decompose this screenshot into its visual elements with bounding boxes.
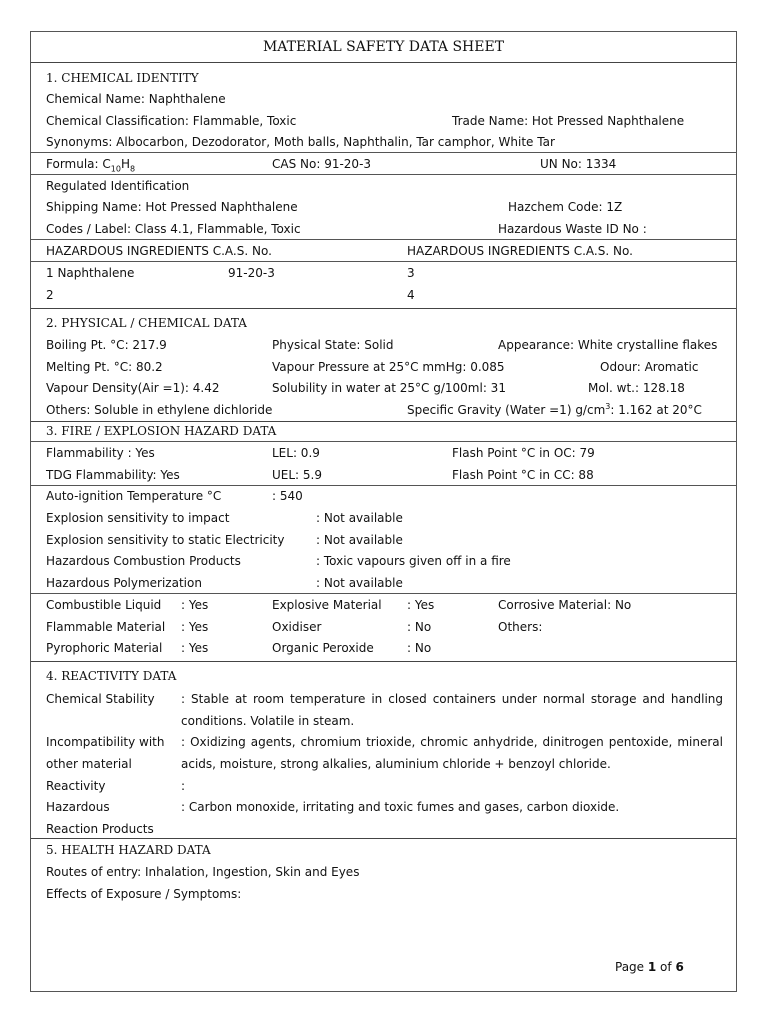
vapour-pressure: Vapour Pressure at 25°C mmHg: 0.085 — [272, 360, 505, 374]
divider — [31, 485, 736, 486]
hazardous-waste-id: Hazardous Waste ID No : — [498, 222, 647, 236]
divider — [31, 239, 736, 240]
pyrophoric-material-label: Pyrophoric Material — [46, 641, 163, 655]
chemical-stability-label: Chemical Stability — [46, 692, 155, 706]
section-divider — [31, 421, 736, 422]
incompatibility-line-2: acids, moisture, strong alkalies, aluminium chloride + benzoyl chloride. — [181, 757, 611, 771]
flash-point-cc: Flash Point °C in CC: 88 — [452, 468, 594, 482]
impact-sensitivity-label: Explosion sensitivity to impact — [46, 511, 230, 525]
uel: UEL: 5.9 — [272, 468, 322, 482]
formula-subscript: 10 — [110, 164, 121, 174]
oxidiser-label: Oxidiser — [272, 620, 322, 634]
effects-of-exposure: Effects of Exposure / Symptoms: — [46, 887, 242, 901]
ingredient-2: 2 — [46, 288, 54, 302]
auto-ignition-label: Auto-ignition Temperature °C — [46, 489, 222, 503]
page-word: Page — [615, 960, 648, 974]
ingredients-header-left: HAZARDOUS INGREDIENTS C.A.S. No. — [46, 244, 272, 258]
combustion-products-label: Hazardous Combustion Products — [46, 554, 241, 568]
static-sensitivity-value: : Not available — [316, 533, 403, 547]
incompatibility-label-1: Incompatibility with — [46, 735, 165, 749]
divider — [31, 261, 736, 262]
section-1-heading: 1. CHEMICAL IDENTITY — [46, 71, 199, 85]
others-solubility: Others: Soluble in ethylene dichloride — [46, 403, 273, 417]
routes-of-entry: Routes of entry: Inhalation, Ingestion, Skin and Eyes — [46, 865, 360, 879]
oxidiser-value: : No — [407, 620, 432, 634]
reactivity-label: Reactivity — [46, 779, 106, 793]
ingredient-1-cas: 91-20-3 — [228, 266, 275, 280]
appearance: Appearance: White crystalline flakes — [498, 338, 718, 352]
organic-peroxide-value: : No — [407, 641, 432, 655]
total-pages: 6 — [675, 960, 684, 974]
flammable-material-label: Flammable Material — [46, 620, 166, 634]
specific-gravity-value: : 1.162 at 20°C — [610, 403, 702, 417]
incompatibility-label-2: other material — [46, 757, 132, 771]
divider — [31, 174, 736, 175]
of-word: of — [656, 960, 676, 974]
vapour-density: Vapour Density(Air =1): 4.42 — [46, 381, 220, 395]
impact-sensitivity-value: : Not available — [316, 511, 403, 525]
polymerization-value: : Not available — [316, 576, 403, 590]
divider — [31, 62, 736, 63]
codes-label: Codes / Label: Class 4.1, Flammable, Toxic — [46, 222, 301, 236]
formula-h: H — [120, 157, 130, 171]
ingredient-1: 1 Naphthalene — [46, 266, 135, 280]
flammable-material-value: : Yes — [181, 620, 209, 634]
hazardous-products-label-2: Reaction Products — [46, 822, 154, 836]
solubility: Solubility in water at 25°C g/100ml: 31 — [272, 381, 506, 395]
page-number — [615, 959, 684, 975]
lel: LEL: 0.9 — [272, 446, 320, 460]
cas-number: CAS No: 91-20-3 — [272, 157, 372, 171]
section-5-heading: 5. HEALTH HAZARD DATA — [46, 843, 211, 857]
organic-peroxide-label: Organic Peroxide — [272, 641, 374, 655]
section-divider — [31, 661, 736, 662]
physical-state: Physical State: Solid — [272, 338, 394, 352]
ingredients-header-right: HAZARDOUS INGREDIENTS C.A.S. No. — [407, 244, 633, 258]
section-4-heading: 4. REACTIVITY DATA — [46, 669, 177, 683]
static-sensitivity-label: Explosion sensitivity to static Electricity — [46, 533, 285, 547]
ingredient-3: 3 — [407, 266, 415, 280]
divider — [31, 593, 736, 594]
combustible-liquid-value: : Yes — [181, 598, 209, 612]
explosive-material-label: Explosive Material — [272, 598, 382, 612]
trade-name: Trade Name: Hot Pressed Naphthalene — [452, 114, 685, 128]
hazchem-code: Hazchem Code: 1Z — [508, 200, 623, 214]
current-page: 1 — [647, 960, 657, 974]
formula — [46, 156, 135, 172]
hazardous-products-value: : Carbon monoxide, irritating and toxic fumes and gases, carbon dioxide. — [181, 800, 620, 814]
safety-data-sheet — [30, 31, 737, 992]
formula-label: Formula: C — [46, 157, 111, 171]
combustion-products-value: : Toxic vapours given off in a fire — [316, 554, 511, 568]
synonyms: Synonyms: Albocarbon, Dezodorator, Moth balls, Naphthalin, Tar camphor, White Tar — [46, 135, 555, 149]
section-3-heading: 3. FIRE / EXPLOSION HAZARD DATA — [46, 424, 277, 438]
chemical-name: Chemical Name: Naphthalene — [46, 92, 226, 106]
shipping-name: Shipping Name: Hot Pressed Naphthalene — [46, 200, 298, 214]
tdg-flammability: TDG Flammability: Yes — [46, 468, 180, 482]
divider — [31, 152, 736, 153]
boiling-point: Boiling Pt. °C: 217.9 — [46, 338, 167, 352]
formula-subscript: 8 — [129, 164, 136, 174]
ingredient-4: 4 — [407, 288, 415, 302]
specific-gravity-label: Specific Gravity (Water =1) g/cm — [407, 403, 606, 417]
incompatibility-line-1: : Oxidizing agents, chromium trioxide, chromic anhydride, dinitrogen pentoxide, mineral — [181, 735, 723, 749]
chemical-stability-line-1: : Stable at room temperature in closed containers under normal storage and handling — [181, 692, 723, 706]
section-2-heading: 2. PHYSICAL / CHEMICAL DATA — [46, 316, 247, 330]
regulated-identification: Regulated Identification — [46, 179, 190, 193]
reactivity-value: : — [181, 779, 186, 793]
pyrophoric-material-value: : Yes — [181, 641, 209, 655]
sheet-title: MATERIAL SAFETY DATA SHEET — [262, 39, 505, 55]
corrosive-material: Corrosive Material: No — [498, 598, 632, 612]
others-label: Others: — [498, 620, 543, 634]
hazardous-products-label-1: Hazardous — [46, 800, 110, 814]
chemical-classification: Chemical Classification: Flammable, Toxic — [46, 114, 297, 128]
flammability: Flammability : Yes — [46, 446, 155, 460]
odour: Odour: Aromatic — [600, 360, 699, 374]
un-number: UN No: 1334 — [540, 157, 617, 171]
section-divider — [31, 308, 736, 309]
molecular-weight: Mol. wt.: 128.18 — [588, 381, 685, 395]
divider — [31, 441, 736, 442]
auto-ignition-value: : 540 — [272, 489, 303, 503]
flash-point-oc: Flash Point °C in OC: 79 — [452, 446, 595, 460]
melting-point: Melting Pt. °C: 80.2 — [46, 360, 163, 374]
chemical-stability-line-2: conditions. Volatile in steam. — [181, 714, 355, 728]
polymerization-label: Hazardous Polymerization — [46, 576, 202, 590]
combustible-liquid-label: Combustible Liquid — [46, 598, 162, 612]
explosive-material-value: : Yes — [407, 598, 435, 612]
section-divider — [31, 838, 736, 839]
specific-gravity — [407, 402, 702, 418]
specific-gravity-superscript: 3 — [605, 402, 611, 411]
